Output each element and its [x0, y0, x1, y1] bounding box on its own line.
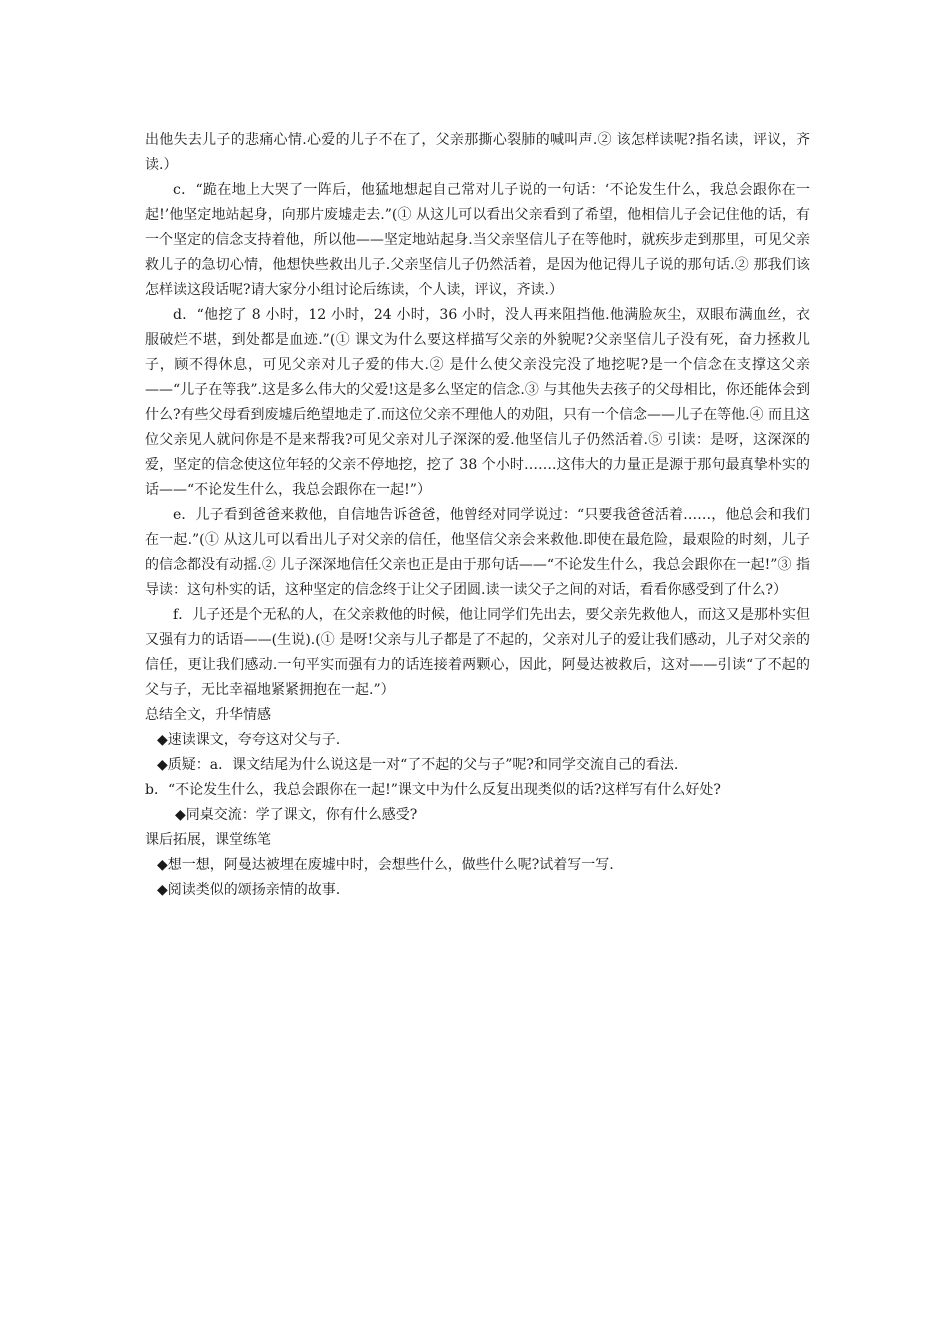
paragraph-e: e．儿子看到爸爸来救他，自信地告诉爸爸，他曾经对同学说过：“只要我爸爸活着……，他总会和我们在一起.”(① 从这儿可以看出儿子对父亲的信任，他坚信父亲会来救他.即使在最危险，最艰险的时刻，儿子的信念都没有动摇.② 儿子深深地信任父亲也正是由于那句话——“不论发生什么，我总会跟你在一起!”③ 指导读：这句朴实的话，这种坚定的信念终于让父子团圆.读一读父子之间的对话，看看你感受到了什么?） — [145, 507, 810, 598]
section-heading-summary: 总结全文，升华情感 — [145, 707, 271, 723]
bullet-speed-read: ◆速读课文，夸夸这对父与子. — [157, 732, 341, 748]
bullet-desk-discussion: ◆同桌交流：学了课文，你有什么感受? — [175, 807, 418, 823]
paragraph-d: d．“他挖了 8 小时，12 小时，24 小时，36 小时，没人再来阻挡他.他满脸灰尘，双眼布满血丝，衣服破烂不堪，到处都是血迹.”(① 课文为什么要这样描写父亲的外貌呢?父亲坚信儿子没有死，奋力拯救儿子，顾不得休息，可见父亲对儿子爱的伟大.② 是什么使父亲没完没了地挖呢?是一个信念在支撑这父亲——“儿子在等我”.这是多么伟大的父爱!这是多么坚定的信念.③ 与其他失去孩子的父母相比，你还能体会到什么?有些父母看到废墟后绝望地走了.而这位父亲不理他人的劝阻，只有一个信念——儿子在等他.④ 而且这位父亲见人就问你是不是来帮我?可见父亲对儿子深深的爱.他坚信儿子仍然活着.⑤ 引读：是呀，这深深的爱，坚定的信念使这位年轻的父亲不停地挖，挖了 38 个小时…….这伟大的力量正是源于那句最真挚朴实的话——“不论发生什么，我总会跟你在一起!”） — [145, 307, 810, 498]
bullet-question-a: ◆质疑：a．课文结尾为什么说这是一对“了不起的父与子”呢?和同学交流自己的看法. — [157, 757, 679, 773]
paragraph-c: c．“跪在地上大哭了一阵后，他猛地想起自己常对儿子说的一句话：‘不论发生什么，我总会跟你在一起!’他坚定地站起身，向那片废墟走去.”(① 从这儿可以看出父亲看到了希望，他相信儿子会记住他的话，有一个坚定的信念支持着他，所以他——坚定地站起身.当父亲坚信儿子在等他时，就疾步走到那里，可见父亲救儿子的急切心情，他想快些救出儿子.父亲坚信儿子仍然活着，是因为他记得儿子说的那句话.② 那我们该怎样读这段话呢?请大家分小组讨论后练读，个人读，评议，齐读.） — [145, 182, 810, 298]
document-body — [145, 128, 810, 903]
section-heading-extension: 课后拓展，课堂练笔 — [145, 832, 271, 848]
bullet-think: ◆想一想，阿曼达被埋在废墟中时，会想些什么，做些什么呢?试着写一写. — [157, 857, 614, 873]
paragraph-f: f．儿子还是个无私的人，在父亲救他的时候，他让同学们先出去，要父亲先救他人，而这又是那朴实但又强有力的话语——(生说).(① 是呀!父亲与儿子都是了不起的，父亲对儿子的爱让我们感动，儿子对父亲的信任，更让我们感动.一句平实而强有力的话连接着两颗心，因此，阿曼达被救后，这对——引读“了不起的父与子，无比幸福地紧紧拥抱在一起.”） — [145, 607, 810, 698]
paragraph-continuation: 出他失去儿子的悲痛心情.心爱的儿子不在了，父亲那撕心裂肺的喊叫声.② 该怎样读呢?指名读，评议，齐读.） — [145, 132, 810, 173]
bullet-question-b: b．“不论发生什么，我总会跟你在一起!”课文中为什么反复出现类似的话?这样写有什么好处? — [145, 782, 721, 798]
bullet-read-stories: ◆阅读类似的颂扬亲情的故事. — [157, 882, 341, 898]
